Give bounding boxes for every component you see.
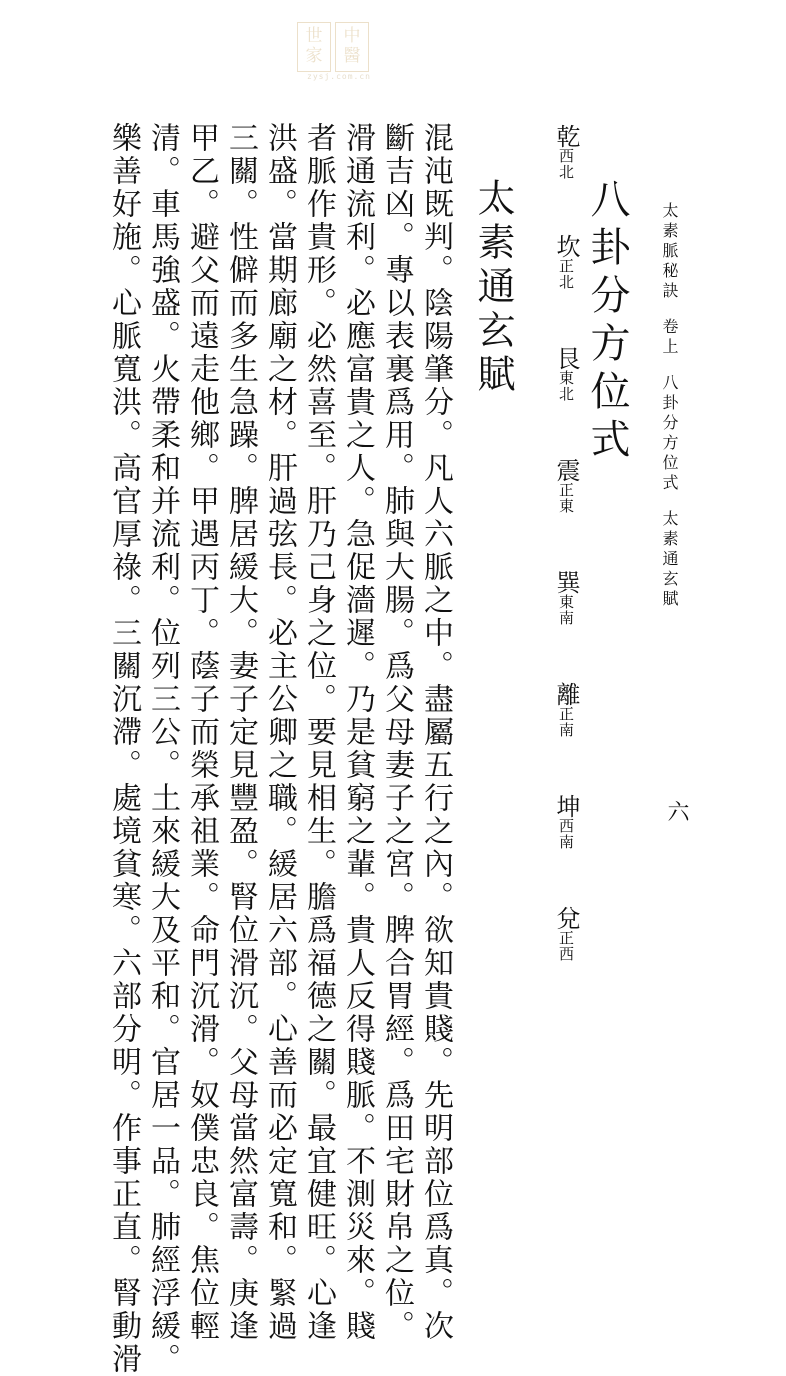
trigram-direction: 西南 xyxy=(557,818,575,850)
trigram-direction: 正北 xyxy=(557,258,575,290)
trigram-name: 坤 xyxy=(552,794,580,818)
section-title-taisu: 太素通玄賦 xyxy=(471,178,515,398)
watermark-logo xyxy=(293,20,375,82)
page-number: 六 xyxy=(664,800,689,822)
trigram-item-xun xyxy=(538,570,578,626)
trigram-name: 兌 xyxy=(552,906,580,930)
trigram-name: 艮 xyxy=(552,346,580,370)
trigram-item-li xyxy=(538,682,578,738)
trigram-item-dui xyxy=(538,906,578,962)
body-column: 三關。性僻而多生急躁。脾居緩大。妻子定見豐盈。腎位滑沉。父母當然富壽。庚逢 xyxy=(223,122,258,1343)
trigram-item-qian xyxy=(538,124,578,180)
body-column: 樂善好施。心脈寬洪。高官厚祿。三關沉滯。處境貧寒。六部分明。作事正直。腎動滑 xyxy=(106,122,141,1376)
body-column: 甲乙。避父而遠走他鄉。甲遇丙丁。蔭子而榮承祖業。命門沉滑。奴僕忠良。焦位輕 xyxy=(184,122,219,1343)
watermark-left-box: 世 家 xyxy=(297,22,331,72)
running-head-section2: 太素通玄賦 xyxy=(660,510,679,610)
watermark-right-box: 中 醫 xyxy=(335,22,369,72)
body-column: 混沌既判。陰陽肇分。凡人六脈之中。盡屬五行之內。欲知貴賤。先明部位爲真。次 xyxy=(418,122,453,1343)
trigram-item-gen xyxy=(538,346,578,402)
trigram-name: 離 xyxy=(552,682,580,706)
watermark-url: zysj.com.cn xyxy=(307,72,371,81)
trigram-item-zhen xyxy=(538,458,578,514)
body-column: 滑通流利。必應富貴之人。急促濇遲。乃是貧窮之輩。貴人反得賤脈。不測災來。賤 xyxy=(340,122,375,1343)
body-column: 清。車馬強盛。火帶柔和并流利。位列三公。土來緩大及平和。官居一品。肺經浮緩。 xyxy=(145,122,180,1376)
trigram-name: 巽 xyxy=(552,570,580,594)
trigram-name: 震 xyxy=(552,458,580,482)
body-column: 者脈作貴形。必然喜至。肝乃己身之位。要見相生。膽爲福德之關。最宜健旺。心逢 xyxy=(301,122,336,1343)
trigram-direction: 西北 xyxy=(557,148,575,180)
trigram-direction: 正南 xyxy=(557,706,575,738)
running-head-section1: 八卦分方位式 xyxy=(660,374,679,494)
trigram-direction: 正東 xyxy=(557,482,575,514)
trigram-direction: 正西 xyxy=(557,930,575,962)
trigram-name: 坎 xyxy=(552,234,580,258)
trigram-item-kun xyxy=(538,794,578,850)
body-column: 斷吉凶。專以表裏爲用。肺與大腸。爲父母妻子之宮。脾合胃經。爲田宅財帛之位。 xyxy=(379,122,414,1343)
trigram-name: 乾 xyxy=(552,124,580,148)
section-title-bagua: 八卦分方位式 xyxy=(584,178,630,466)
trigram-direction: 東北 xyxy=(557,370,575,402)
running-head xyxy=(661,202,677,610)
running-head-volume: 卷上 xyxy=(660,318,679,358)
trigram-item-kan xyxy=(538,234,578,290)
body-column: 洪盛。當期廊廟之材。肝過弦長。必主公卿之職。緩居六部。心善而必定寬和。緊過 xyxy=(262,122,297,1343)
trigram-direction-list xyxy=(538,124,578,1004)
trigram-direction: 東南 xyxy=(557,594,575,626)
running-head-book: 太素脈秘訣 xyxy=(660,202,679,302)
